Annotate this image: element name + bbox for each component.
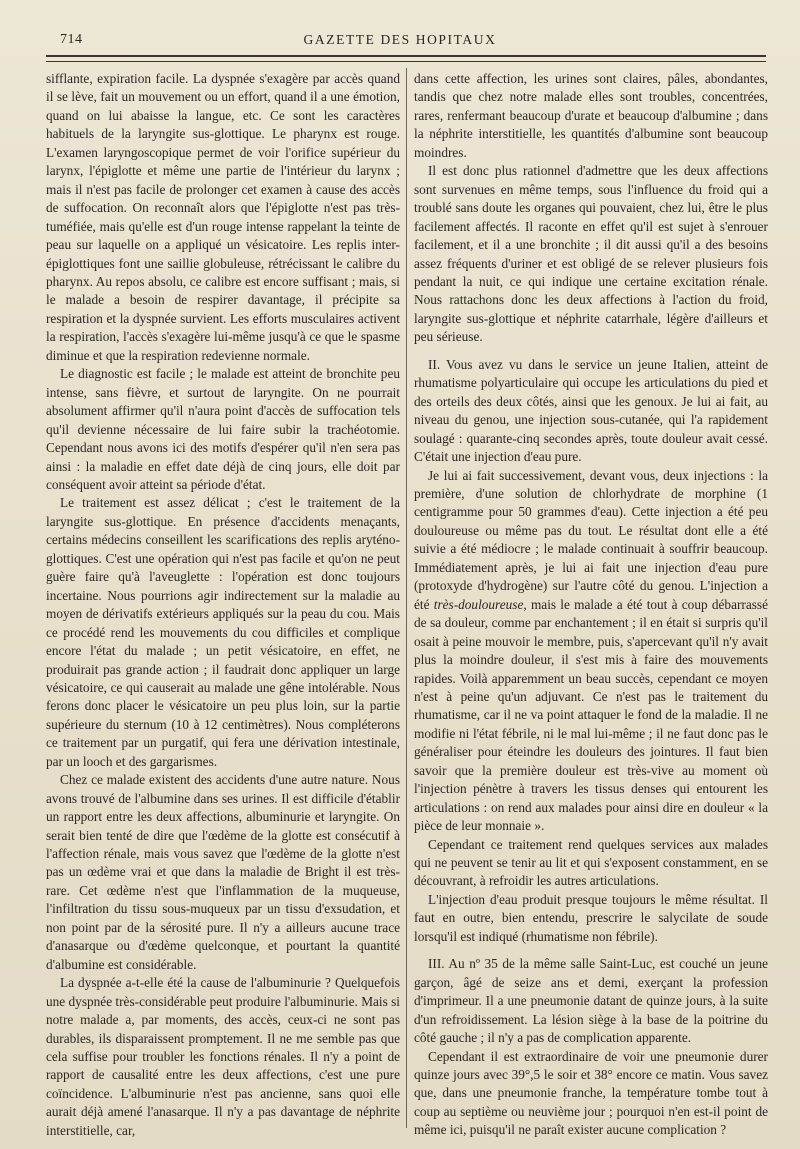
column-divider (406, 68, 407, 1128)
header-rule-thin (46, 61, 766, 62)
page-header (0, 30, 800, 54)
right-column (414, 70, 768, 1140)
paragraph: La dyspnée a-t-elle été la cause de l'albuminurie ? Quelquefois une dyspnée très-considérable peut produire l'albuminurie. Mais si notre malade a, par moments, des accès, ceux-ci ne sont pas durables, ils disparaissent promptement. Il ne me semble pas que cela suffise pour troubler les fonctions rénales. Il n'y a point de rapport de causalité entre les deux affections, c'est une pure coïncidence. L'albuminurie n'est pas ancienne, sans quoi elle aurait déjà amené l'anasarque. Il n'y a pas davantage de néphrite interstitielle, car, (46, 975, 400, 1138)
paragraph: Il est donc plus rationnel d'admettre que les deux affections sont survenues en même temps, sous l'influence du froid qui a troublé sans doute les organes qui pouvaient, chez lui, être le plus facilement affectés. Il raconte en effet qu'il est sujet à s'enrouer facilement, et il a une bronchite ; il dit aussi qu'il a des besoins assez fréquents d'uriner et est obligé de se relever plusieurs fois pendant la nuit, ce qui indique une certaine excitation rénale. Nous rattachons donc les deux affections à l'action du froid, laryngite sus-glottique et néphrite catarrhale, légère d'ailleurs et peu sérieuse. (414, 163, 768, 345)
paragraph: Chez ce malade existent des accidents d'une autre nature. Nous avons trouvé de l'albumine dans ses urines. Il est difficile d'établir un rapport entre les deux affections, albuminurie et laryngite. On serait bien tenté de dire que l'œdème de la glotte est consécutif à l'affection rénale, mais vous savez que l'œdème de la glotte n'est pas un œdème vrai et que dans la maladie de Bright il est très-rare. Cet œdème n'est que l'inflammation de la muqueuse, l'infiltration du tissu sous-muqueux par un tissu d'exsudation, et non point par de la sérosité pure. Il n'y a ailleurs aucune trace d'anasarque ou d'œdème quelconque, et pourtant la quantité d'albumine est considérable. (46, 772, 400, 972)
section-ii-paragraph: II. Vous avez vu dans le service un jeune Italien, atteint de rhumatisme polyarticulaire qui occupe les articulations du pied et des orteils des deux côtés, ainsi que les genoux. Je lui ai fait, au niveau du genou, une injection sous-cutanée, qui l'a rapidement soulagé : quarante-cinq secondes après, toute douleur avait cessé. C'était une injection d'eau pure. (414, 356, 768, 465)
paragraph-text-tail: , mais le malade a été tout à coup débarrassé de sa douleur, comme par enchantement ; il en était si surpris qu'il osait à peine mouvoir le membre, puis, s'apercevant qu'il n'y avait plus la moindre douleur, il s'est mis à faire des mouvements rapides. Voilà apparemment un beau succès, cependant ce moyen n'est à peine qu'un adjuvant. Ce n'est pas le traitement du rhumatisme, car il ne va point attaquer le fond de la maladie. Il ne modifie ni l'état fébrile, ni le mal lui-même ; il ne faut donc pas le généraliser pour éteindre les douleurs des jointures. Il faut bien savoir que la première douleur est très-vive au moment où l'injection pénètre à travers les tissus denses qui entourent les articulations : on rend aux malades pour ainsi dire en douleur « la pièce de leur monnaie ». (414, 596, 768, 834)
paragraph: Le traitement est assez délicat ; c'est le traitement de la laryngite sus-glottique. En présence d'accidents menaçants, certains médecins conseillent les scarifications des replis aryténo-glottiques. C'est une opération qui n'est pas facile et qu'on ne peut guère faire qu'à l'aveuglette : l'opération est donc toujours incertaine. Nous pourrions agir indirectement sur la maladie au moyen de dérivatifs extérieurs appliqués sur la peau du cou. Mais ce procédé rend les mouvements du cou difficiles et complique encore l'état du malade ; un petit vésicatoire, en effet, ne produirait pas grande action ; il faudrait donc appliquer un large vésicatoire, ce qui causerait au malade une gêne intolérable. Nous ferons donc placer le vésicatoire un peu plus loin, sur la partie supérieure du sternum (10 à 12 centimètres). Nous compléterons ce traitement par un purgatif, qui fera une dérivation intestinale, par un looch et des gargarismes. (46, 495, 400, 769)
left-column (46, 70, 400, 1140)
page-number: 714 (60, 32, 83, 47)
paragraph: Cependant ce traitement rend quelques services aux malades qui ne peuvent se tenir au lit et qui s'exposent constamment, en se découvrant, à refroidir les autres articulations. (414, 836, 768, 889)
section-iii-paragraph: III. Au nº 35 de la même salle Saint-Luc, est couché un jeune garçon, âgé de seize ans et demi, exerçant la profession d'imprimeur. Il a une pneumonie datant de quinze jours, à la suite d'un refroidissement. La lésion siège à la base de la poitrine du côté gauche ; il n'y a pas de complication apparente. (414, 956, 768, 1046)
paragraph: Le diagnostic est facile ; le malade est atteint de bronchite peu intense, sans fièvre, et surtout de laryngite. On ne pourrait absolument affirmer qu'il n'aura point d'accès de suffocation tels qu'il devienne nécessaire de lui faire subir la trachéotomie. Cependant nous avons ici des motifs d'espérer qu'il n'en sera pas ainsi : la maladie en effet date déjà de cinq jours, elle doit par conséquent avoir atteint sa période d'état. (46, 366, 400, 492)
paragraph-with-italic (414, 467, 768, 836)
journal-title: GAZETTE DES HOPITAUX (303, 32, 497, 47)
paragraph: L'injection d'eau produit presque toujours le même résultat. Il faut en outre, bien entendu, prescrire le salycilate de soude lorsqu'il est indiqué (rhumatisme non fébrile). (414, 891, 768, 944)
paragraph-text: Je lui ai fait successivement, devant vous, deux injections : la première, d'une solution de chlorhydrate de morphine (1 centigramme pour 50 grammes d'eau). Cette injection a été peu douloureuse ou même pas du tout. Le résultat dont elle a été suivie a été médiocre ; le malade continuait à souffrir beaucoup. Immédiatement après, je lui ai fait une injection d'eau pure (protoxyde d'hydrogène) sur l'autre côté du genou. L'injection a été (414, 467, 768, 612)
italic-emphasis: très-douloureuse (433, 596, 524, 612)
paragraph: sifflante, expiration facile. La dyspnée s'exagère par accès quand il se lève, fait un mouvement ou un effort, quand il a une émotion, quand on lui abaisse la langue, etc. Ce sont les caractères habituels de la laryngite sus-glottique. Le pharynx est rouge. L'examen laryngoscopique permet de voir l'orifice supérieur du larynx, l'épiglotte et même une partie de l'intérieur du larynx ; mais il n'est pas facile de prolonger cet examen à cause des accès de suffocation. On reconnaît alors que l'épiglotte n'est pas très-tuméfiée, mais qu'elle est d'un rouge intense rappelant la teinte de peau sur laquelle on a appliqué un vésicatoire. Les replis inter-épiglottiques font une saillie globuleuse, rétrécissant le calibre du pharynx. Au repos absolu, ce calibre est encore suffisant ; mais, si le malade a besoin de respirer davantage, il précipite sa respiration et la dyspnée survient. Les efforts musculaires activent la respiration, l'accès s'exagère lui-même jusqu'à ce que le spasme diminue et que la respiration redevienne normale. (46, 71, 400, 363)
paragraph: Cependant il est extraordinaire de voir une pneumonie durer quinze jours avec 39°,5 le soir et 38° encore ce matin. Vous savez que, dans une pneumonie franche, la température tombe tout à coup au septième ou neuvième jour ; pourquoi n'en est-il point de même ici, puisqu'il ne paraît exister aucune complication ? (414, 1048, 768, 1138)
paragraph: dans cette affection, les urines sont claires, pâles, abondantes, tandis que chez notre malade elles sont troubles, concentrées, rares, renfermant beaucoup d'urate et beaucoup d'albumine ; dans la néphrite interstitielle, les quantités d'albumine sont beaucoup moindres. (414, 71, 768, 160)
header-rule-thick (46, 55, 766, 57)
